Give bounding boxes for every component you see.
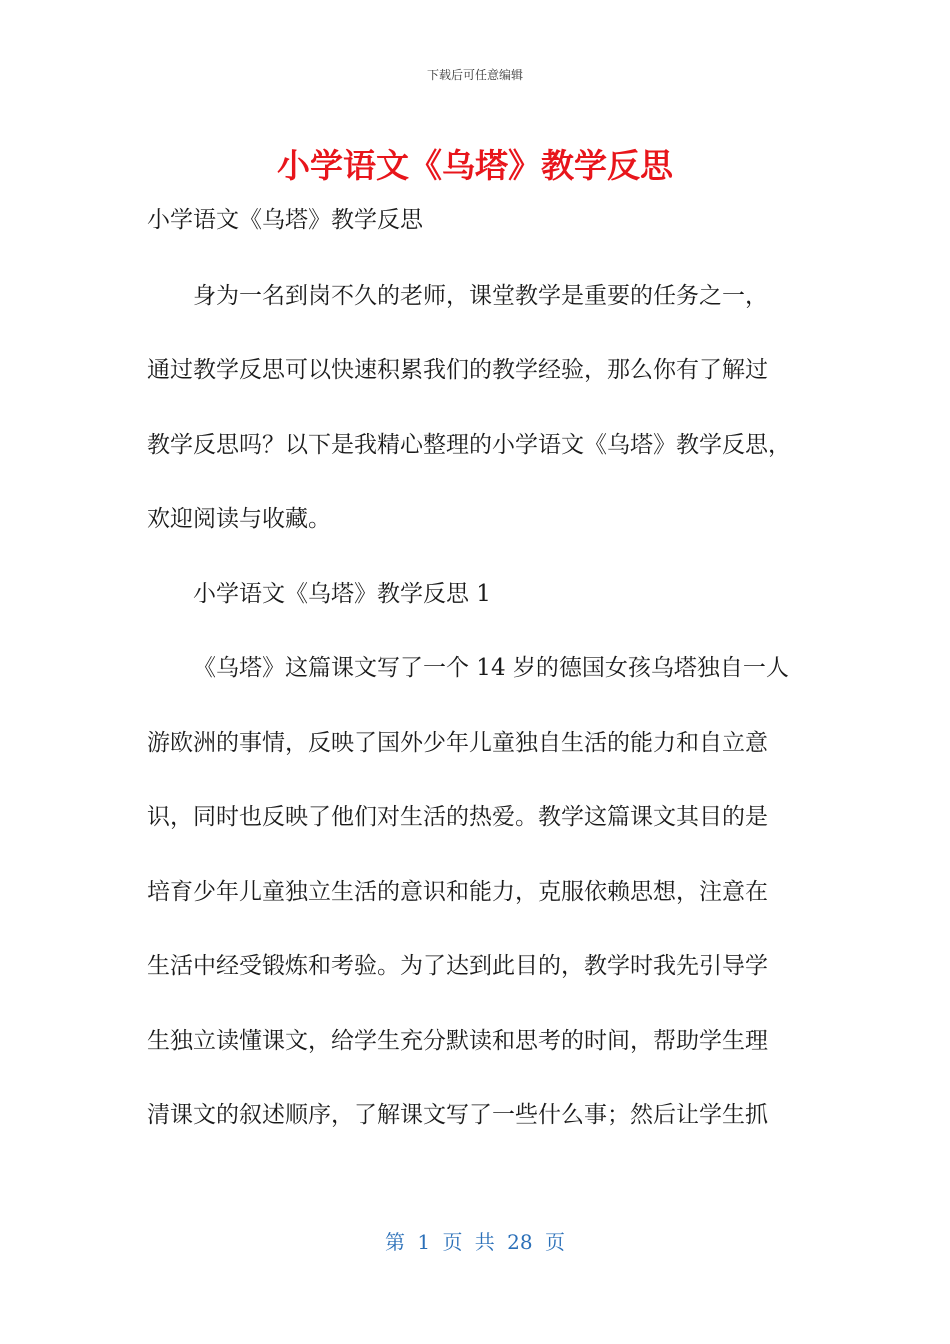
paragraph-line: 生活中经受锻炼和考验。为了达到此目的，教学时我先引导学 [147,953,768,979]
page-number: 第 1 页 共 28 页 [385,1230,565,1254]
paragraph-line: 欢迎阅读与收藏。 [147,506,331,532]
subtitle-line: 小学语文《乌塔》教学反思 [147,207,423,233]
paragraph-line: 生独立读懂课文，给学生充分默读和思考的时间，帮助学生理 [147,1028,768,1054]
paragraph-line: 清课文的叙述顺序，了解课文写了一些什么事；然后让学生抓 [147,1102,768,1128]
paragraph-line: 培育少年儿童独立生活的意识和能力，克服依赖思想，注意在 [147,879,768,905]
section-heading: 小学语文《乌塔》教学反思 1 [193,581,491,607]
paragraph-line: 身为一名到岗不久的老师，课堂教学是重要的任务之一， [193,283,768,309]
paragraph-line: 《乌塔》这篇课文写了一个 14 岁的德国女孩乌塔独自一人 [193,655,789,681]
header-note: 下载后可任意编辑 [426,68,523,82]
paragraph-line: 识，同时也反映了他们对生活的热爱。教学这篇课文其目的是 [147,804,768,830]
paragraph-line: 通过教学反思可以快速积累我们的教学经验，那么你有了解过 [147,357,768,383]
paragraph-line: 游欧洲的事情，反映了国外少年儿童独自生活的能力和自立意 [147,730,768,756]
paragraph-line: 教学反思吗？以下是我精心整理的小学语文《乌塔》教学反思， [147,432,791,458]
document-title: 小学语文《乌塔》教学反思 [277,146,673,185]
